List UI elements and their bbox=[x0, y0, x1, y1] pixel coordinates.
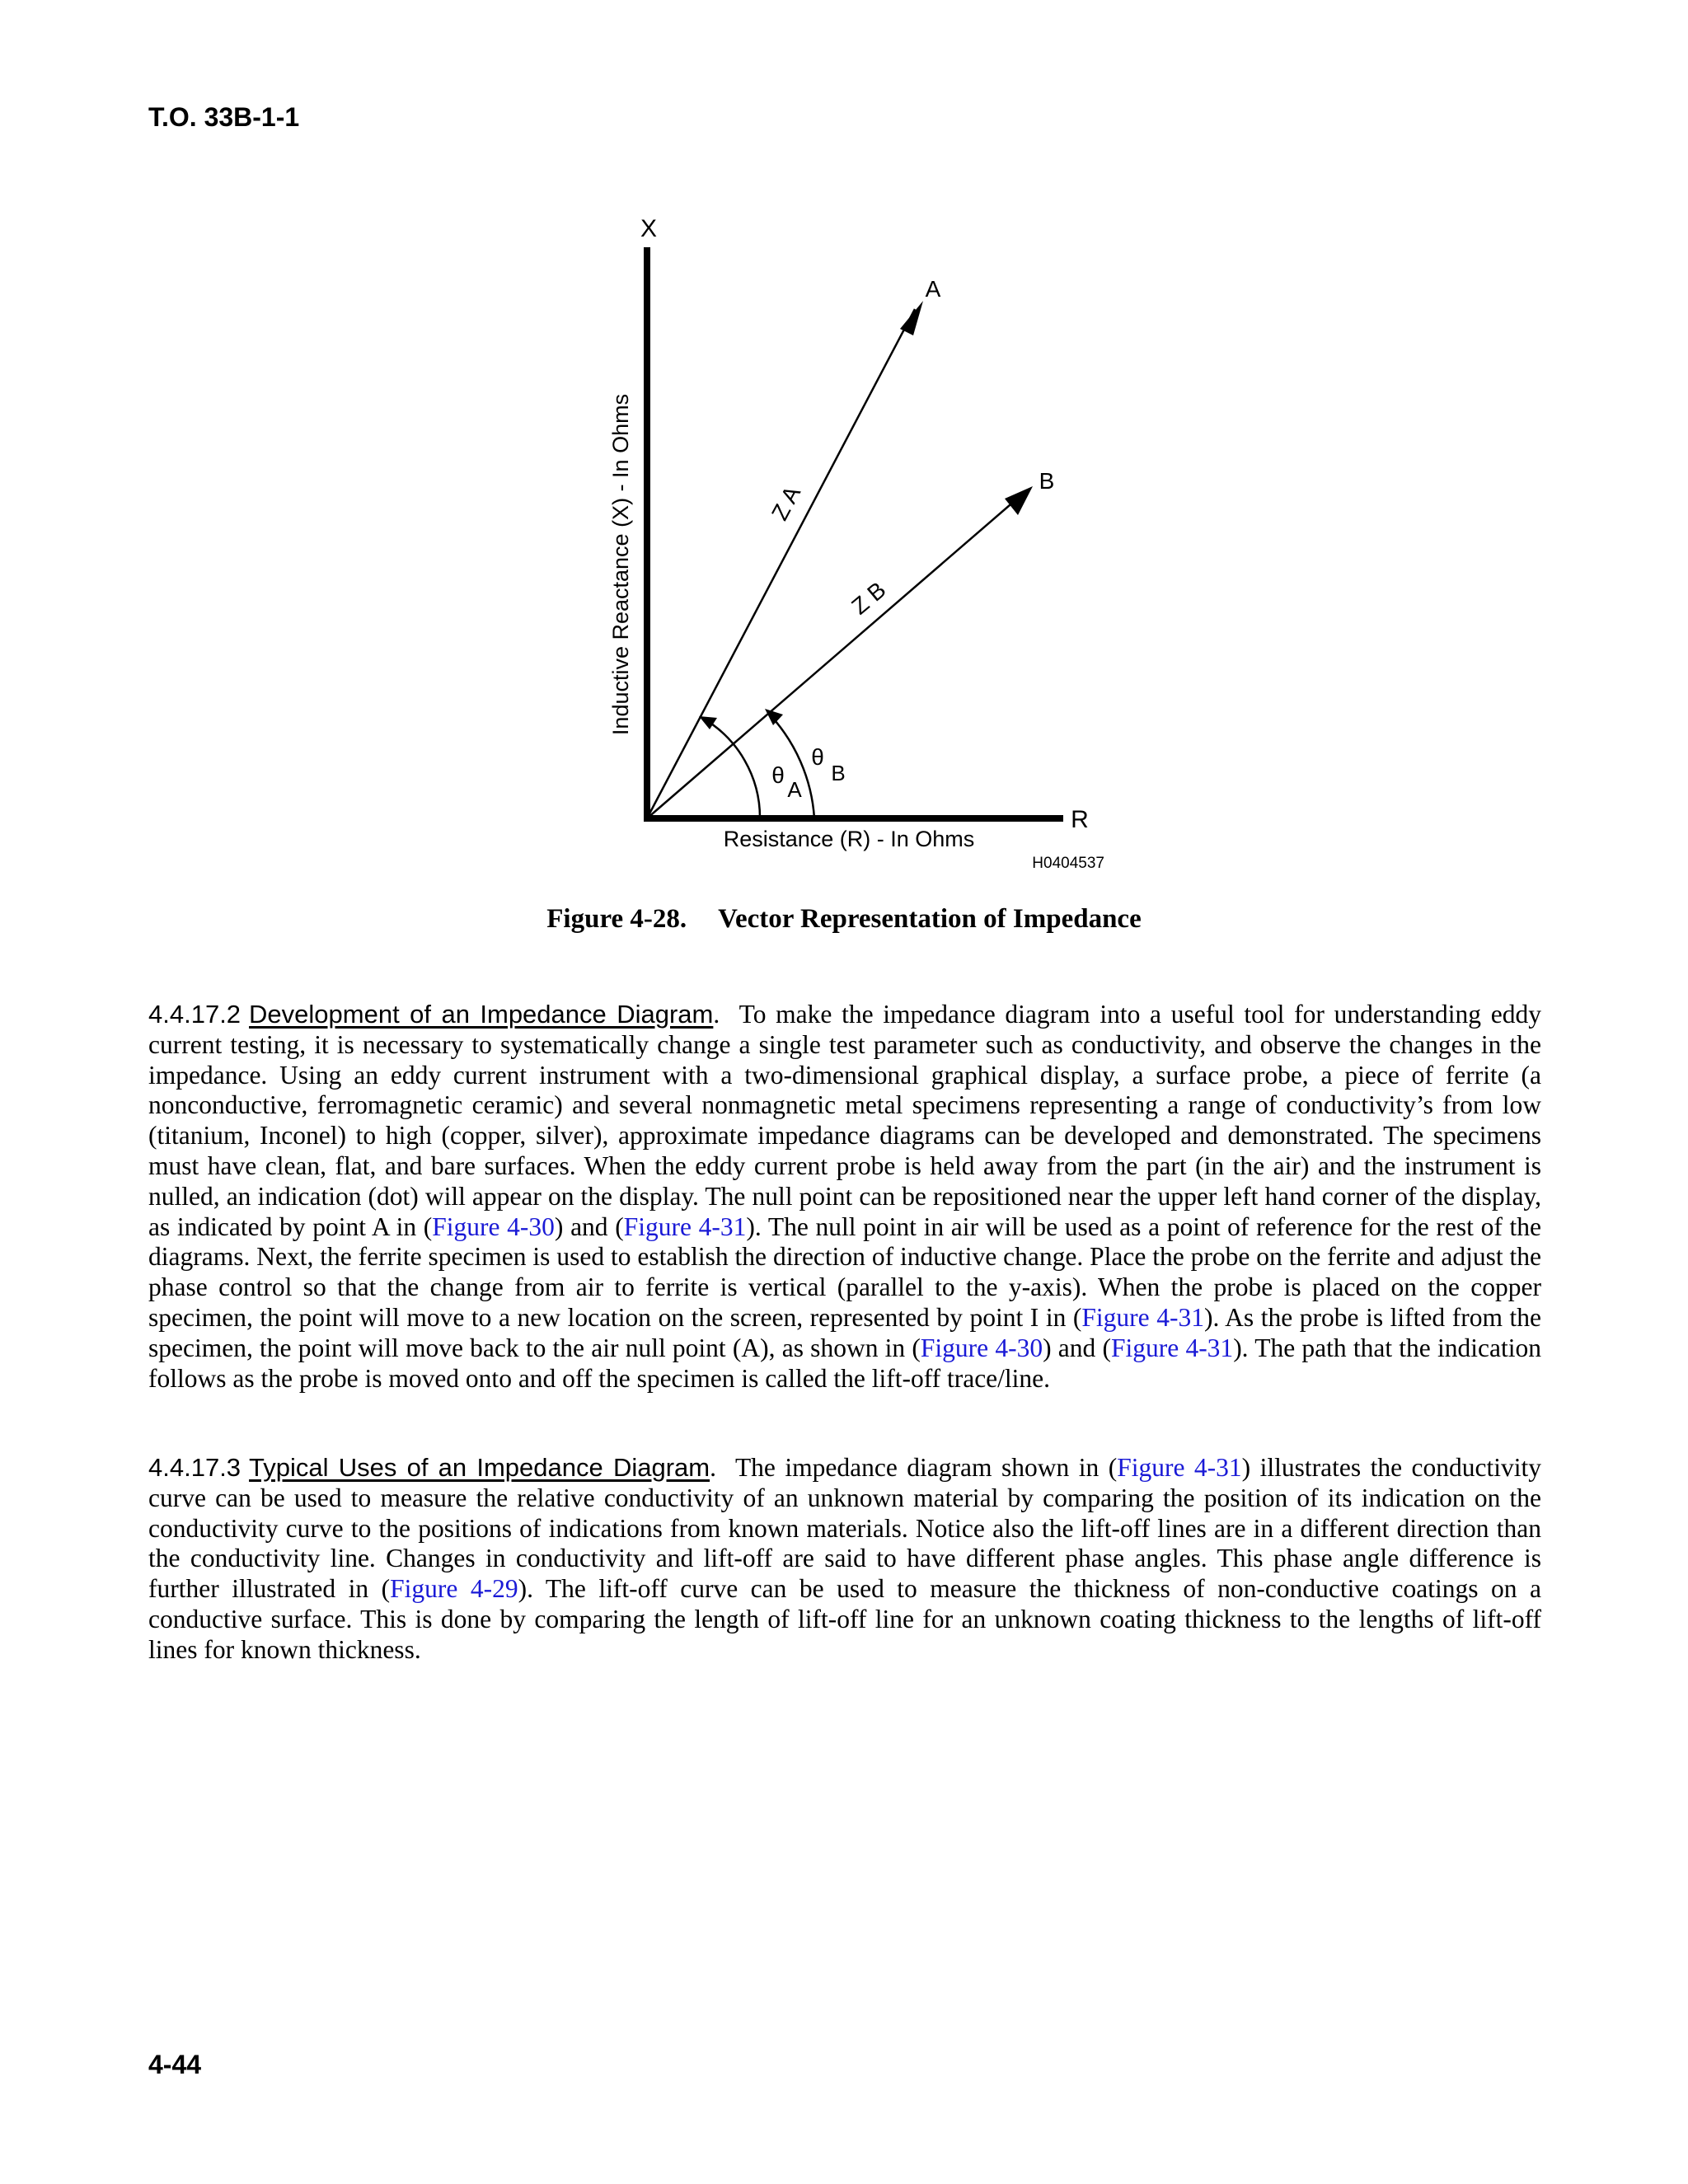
paragraph-4-4-17-2: 4.4.17.2 Development of an Impedance Diagram. To make the impedance diagram into a useful tool for understanding eddy current testing, it is necessary to systematically change a single test parameter such as conductivity, and observe the changes in the impedance. Using an eddy current instrument with a two-dimensional graphical display, a surface probe, a piece of ferrite (a nonconductive, ferromagnetic ceramic) and several nonmagnetic metal specimens representing a range of conductivity’s from low (titanium, Inconel) to high (copper, silver), approximate impedance diagrams can be developed and demonstrated. The specimens must have clean, flat, and bare surfaces. When the eddy current probe is held away from the part (in the air) and the instrument is nulled, an indication (dot) will appear on the display. The null point can be repositioned near the upper left hand corner of the display, as indicated by point A in (Figure 4-30) and (Figure 4-31). The null point in air will be used as a point of reference for the rest of the diagrams. Next, the ferrite specimen is used to establish the direction of inductive change. Place the probe on the ferrite and adjust the phase control so that the change from air to ferrite is vertical (parallel to the y-axis). When the probe is placed on the copper specimen, the point will move to a new location on the screen, represented by point I in (Figure 4-31). As the probe is lifted from the specimen, the point will move back to the air null point (A), as shown in (Figure 4-30) and (Figure 4-31). The path that the indication follows as the probe is moved onto and off the specimen is called the lift-off trace/line. bbox=[148, 1000, 1542, 1393]
figure-number: Figure 4-28. bbox=[546, 904, 687, 934]
section-title: Typical Uses of an Impedance Diagram bbox=[249, 1453, 710, 1482]
theta-a-arc bbox=[702, 718, 760, 818]
figure-link[interactable]: Figure 4-31 bbox=[1110, 1333, 1234, 1362]
r-axis-letter: R bbox=[1071, 806, 1089, 833]
section-number: 4.4.17.3 bbox=[148, 1453, 241, 1482]
theta-a-subscript: A bbox=[787, 777, 802, 802]
document-id: T.O. 33B-1-1 bbox=[148, 102, 300, 132]
paragraph-text: ). As the probe is lifted from the specimen, the point will move back to the air null point (A), as shown in ( bbox=[148, 1302, 1542, 1362]
theta-a-symbol: θ bbox=[771, 762, 785, 788]
figure-link[interactable]: Figure 4-30 bbox=[920, 1333, 1043, 1362]
paragraph-text: ) and ( bbox=[1043, 1333, 1111, 1362]
figure-link[interactable]: Figure 4-31 bbox=[1117, 1453, 1242, 1482]
theta-b-subscript: B bbox=[831, 761, 846, 785]
figure-link[interactable]: Figure 4-31 bbox=[623, 1212, 747, 1241]
x-axis-title: Resistance (R) - In Ohms bbox=[723, 827, 975, 851]
za-label: Z A bbox=[767, 481, 806, 525]
zb-label: Z B bbox=[846, 576, 891, 620]
impedance-vector-diagram bbox=[577, 210, 1137, 886]
paragraph-text: ). The lift-off curve can be used to measure the thickness of non-conductive coatings on a conductive surface. This is done by comparing the length of lift-off line for an unknown coating thickness to the lengths of lift-off lines for known thickness. bbox=[148, 1574, 1541, 1664]
figure-link[interactable]: Figure 4-31 bbox=[1081, 1302, 1204, 1332]
drawing-id: H0404537 bbox=[1032, 855, 1104, 872]
section-number: 4.4.17.2 bbox=[148, 1000, 241, 1029]
figure-caption bbox=[0, 904, 1688, 935]
vector-zb-arrowhead bbox=[1005, 486, 1033, 515]
x-axis-letter: X bbox=[640, 215, 658, 242]
page-number: 4-44 bbox=[148, 2050, 202, 2079]
paragraph-text: ). The null point in air will be used as a point of reference for the rest of the diagrams. Next, the ferrite specimen is used to establish the direction of inductive change. Place the probe on the ferrite and adjust the phase control so that the change from air to ferrite is vertical (parallel to the y-axis). When the probe is placed on the copper specimen, the point will move to a new location on the screen, represented by point I in ( bbox=[148, 1212, 1541, 1332]
theta-a-arc-arrowhead bbox=[699, 716, 717, 729]
y-axis-title: Inductive Reactance (X) - In Ohms bbox=[608, 393, 633, 736]
vector-b-label: B bbox=[1039, 468, 1055, 494]
impedance-vector-figure bbox=[577, 210, 1137, 886]
paragraph-text: ) illustrates the conductivity curve can be used to measure the relative conductivity of an unknown material by comparing the position of its indication on the conductivity curve to the positions of indications from known materials. Notice also the lift-off lines are in a different direction than the conductivity line. Changes in conductivity and lift-off are said to have different phase angles. This phase angle difference is further illustrated in ( bbox=[148, 1453, 1542, 1604]
theta-b-arc-arrowhead bbox=[765, 709, 783, 725]
vector-za-line bbox=[647, 309, 915, 818]
theta-b-symbol: θ bbox=[811, 744, 824, 770]
paragraph-4-4-17-3: 4.4.17.3 Typical Uses of an Impedance Diagram. The impedance diagram shown in (Figure 4-31) illustrates the conductivity curve can be used to measure the relative conductivity of an unknown material by comparing the position of its indication on the conductivity curve to the positions of indications from known materials. Notice also the lift-off lines are in a different direction than the conductivity line. Changes in conductivity and lift-off are said to have different phase angles. This phase angle difference is further illustrated in (Figure 4-29). The lift-off curve can be used to measure the thickness of non-conductive coatings on a conductive surface. This is done by comparing the length of lift-off line for an unknown coating thickness to the lengths of lift-off lines for known thickness. bbox=[148, 1453, 1542, 1664]
figure-link[interactable]: Figure 4-30 bbox=[432, 1212, 555, 1241]
paragraph-text: To make the impedance diagram into a useful tool for understanding eddy current testing, it is necessary to systematically change a single test parameter such as conductivity, and observe the changes in the impedance. Using an eddy current instrument with a two-dimensional graphical display, a surface probe, a piece of ferrite (a nonconductive, ferromagnetic ceramic) and several nonmagnetic metal specimens representing a range of conductivity’s from low (titanium, Inconel) to high (copper, silver), approximate impedance diagrams can be developed and demonstrated. The specimens must have clean, flat, and bare surfaces. When the eddy current probe is held away from the part (in the air) and the instrument is nulled, an indication (dot) will appear on the display. The null point can be repositioned near the upper left hand corner of the display, as indicated by point A in ( bbox=[148, 1000, 1541, 1241]
paragraph-text: ) and ( bbox=[554, 1212, 624, 1241]
figure-title: Vector Representation of Impedance bbox=[718, 904, 1142, 934]
vector-za-arrowhead bbox=[900, 301, 923, 335]
paragraph-text: ). The path that the indication follows as the probe is moved onto and off the specimen is called the lift-off trace/line. bbox=[148, 1333, 1541, 1393]
section-title: Development of an Impedance Diagram bbox=[249, 1000, 714, 1029]
paragraph-text: The impedance diagram shown in ( bbox=[734, 1453, 1118, 1482]
figure-link[interactable]: Figure 4-29 bbox=[390, 1574, 518, 1604]
vector-a-label: A bbox=[925, 276, 941, 302]
